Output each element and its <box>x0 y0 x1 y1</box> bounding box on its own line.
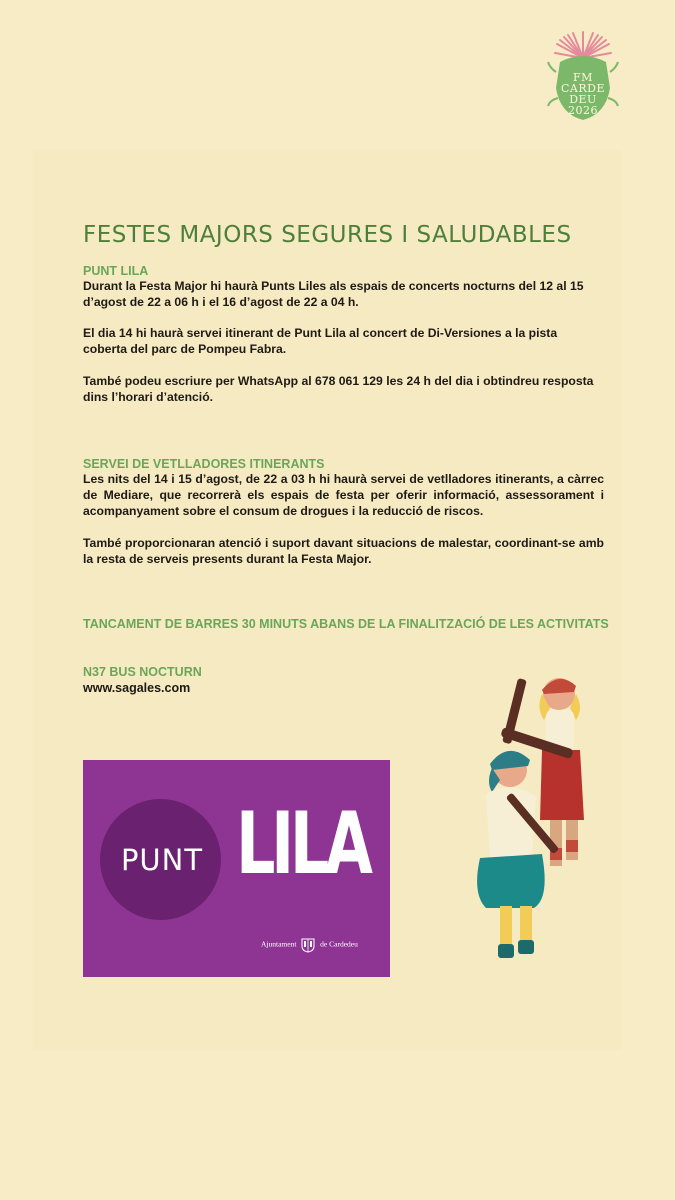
logo-text-deu: DEU <box>569 93 597 106</box>
vetlladores-paragraph-2: També proporcionaran atenció i suport davant situacions de malestar, coordinant-se amb la resta de serveis presents durant la Festa Major. <box>83 536 604 566</box>
punt-lila-card <box>83 760 390 977</box>
logo-text-year: 2026 <box>568 104 598 117</box>
castellers-illustration <box>462 668 612 978</box>
card-footer-right: de Cardedeu <box>320 939 358 949</box>
card-punt-text: PUNT <box>120 843 204 877</box>
bus-heading: N37 BUS NOCTURN <box>83 665 202 679</box>
festa-major-logo <box>546 28 620 124</box>
vetlladores-paragraph-1: Les nits del 14 i 15 d’agost, de 22 a 03 h hi haurà servei de vetlladores itinerants, a càrrec de Mediare, que recorrerà els espais de festa per oferir informació, assessorament i acompanyament sobre el consum de drogues i la reducció de riscos. <box>83 472 604 518</box>
logo-text-carde: CARDE <box>561 82 605 95</box>
vetlladores-heading: SERVEI DE VETLLADORES ITINERANTS <box>83 457 325 471</box>
card-footer <box>261 937 358 953</box>
card-footer-left: Ajuntament <box>261 939 297 949</box>
sagales-link[interactable]: www.sagales.com <box>83 681 191 695</box>
punt-lila-paragraph-1: Durant la Festa Major hi haurà Punts Liles als espais de concerts nocturns del 12 al 15 d’agost de 22 a 06 h i el 16 d’agost de 22 a 04 h. <box>83 279 584 309</box>
tancament-notice: TANCAMENT DE BARRES 30 MINUTS ABANS DE LA FINALITZACIÓ DE LES ACTIVITATS <box>83 617 609 631</box>
punt-lila-paragraph-2: El dia 14 hi haurà servei itinerant de Punt Lila al concert de Di-Versiones a la pista coberta del parc de Pompeu Fabra. <box>83 326 558 356</box>
logo-text-fm: FM <box>573 71 593 84</box>
municipal-crest-icon <box>301 937 315 953</box>
punt-lila-paragraph-3: També podeu escriure per WhatsApp al 678 061 129 les 24 h del dia i obtindreu resposta dins l’horari d’atenció. <box>83 374 594 404</box>
card-lila-text: LILA <box>236 794 369 894</box>
page-title: FESTES MAJORS SEGURES I SALUDABLES <box>83 222 572 248</box>
punt-lila-heading: PUNT LILA <box>83 264 149 278</box>
